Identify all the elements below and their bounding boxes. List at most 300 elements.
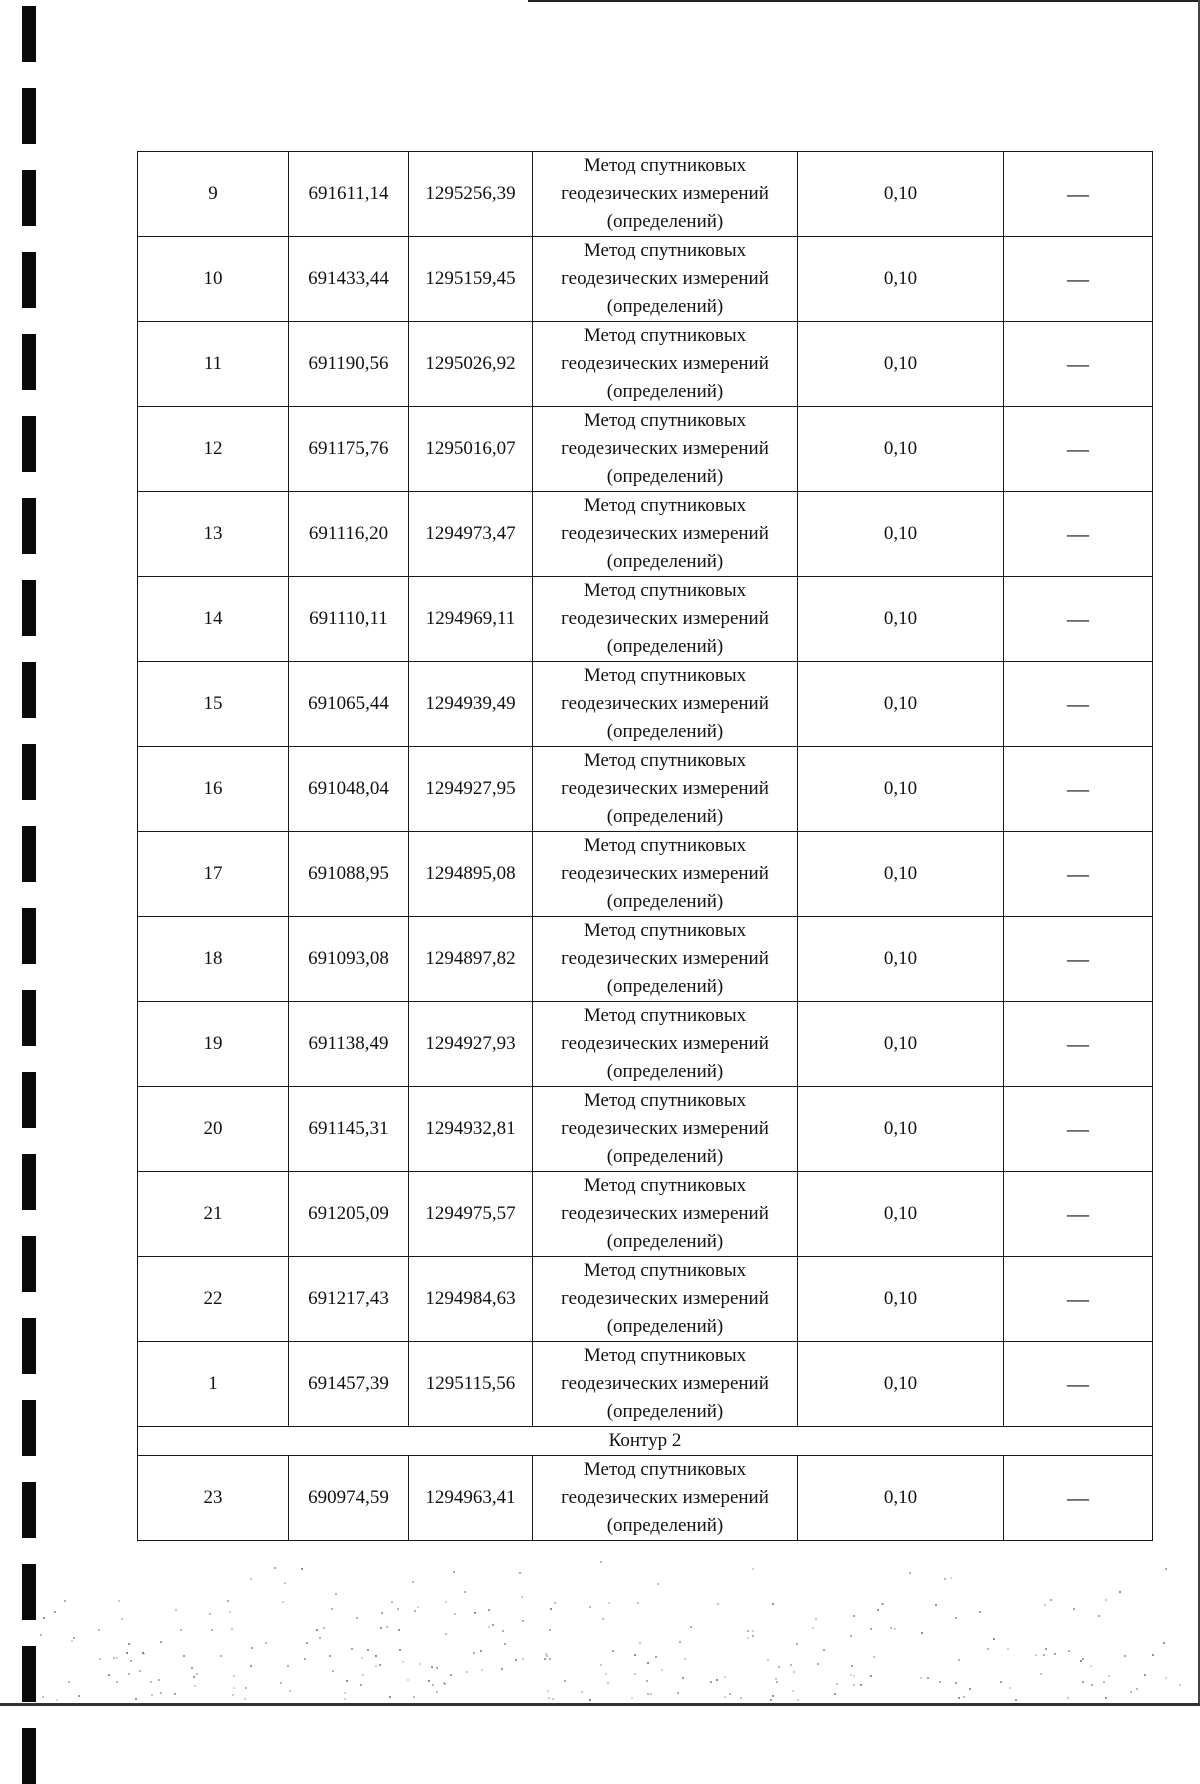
scan-speckle — [274, 1567, 276, 1569]
scan-speckle — [450, 1674, 452, 1676]
scan-speckle — [417, 1606, 419, 1608]
scan-speckle — [548, 1697, 550, 1699]
scan-speckle — [245, 1687, 247, 1689]
table-row — [138, 1456, 1153, 1541]
scan-speckle — [130, 1660, 132, 1662]
scan-speckle — [344, 1698, 346, 1700]
note-cell: — — [1004, 1087, 1153, 1172]
scan-speckle — [174, 1693, 176, 1695]
scan-speckle — [747, 1637, 749, 1639]
scan-speckle — [612, 1650, 614, 1652]
coordinate-y-cell: 1294963,41 — [409, 1456, 533, 1541]
binding-mark — [22, 1728, 36, 1784]
method-cell — [533, 917, 798, 1002]
scan-speckle — [250, 1578, 252, 1580]
scan-speckle — [233, 1687, 235, 1689]
scan-speckle — [304, 1658, 306, 1660]
scan-speckle — [716, 1679, 718, 1681]
scan-speckle — [504, 1643, 506, 1645]
method-line: геодезических измерений — [561, 523, 769, 544]
coordinate-x-cell: 691088,95 — [289, 832, 409, 917]
scan-speckle — [796, 1643, 798, 1645]
precision-cell: 0,10 — [798, 1342, 1004, 1427]
method-line: (определений) — [606, 211, 724, 232]
precision-cell: 0,10 — [798, 152, 1004, 237]
scan-speckle — [361, 1657, 363, 1659]
method-line: геодезических измерений — [561, 438, 769, 459]
scan-speckle — [1152, 1654, 1154, 1656]
coordinate-x-cell: 691175,76 — [289, 407, 409, 492]
scan-speckle — [1082, 1681, 1084, 1683]
note-cell: — — [1004, 492, 1153, 577]
method-line: геодезических измерений — [561, 1288, 769, 1309]
coordinate-y-cell: 1294984,63 — [409, 1257, 533, 1342]
scan-speckle — [481, 1669, 483, 1671]
scan-speckle — [515, 1659, 517, 1661]
method-line: Метод спутниковых — [583, 920, 747, 941]
binding-mark — [22, 498, 36, 554]
scan-speckle — [602, 1618, 604, 1620]
scan-speckle — [180, 1629, 182, 1631]
scan-speckle — [634, 1673, 636, 1675]
method-line: Метод спутниковых — [583, 495, 747, 516]
scan-speckle — [955, 1617, 957, 1619]
point-number-cell: 16 — [138, 747, 289, 832]
scan-speckle — [250, 1665, 252, 1667]
binding-mark — [22, 252, 36, 308]
scan-speckle — [1098, 1615, 1100, 1617]
method-line: (определений) — [606, 1061, 724, 1082]
scan-speckle — [1054, 1653, 1056, 1655]
precision-cell: 0,10 — [798, 237, 1004, 322]
scan-speckle — [428, 1680, 430, 1682]
scan-speckle — [710, 1681, 712, 1683]
scan-speckle — [740, 1697, 742, 1699]
point-number-cell: 9 — [138, 152, 289, 237]
scan-speckle — [1040, 1673, 1042, 1675]
scan-speckle — [332, 1670, 334, 1672]
note-cell: — — [1004, 237, 1153, 322]
scan-speckle — [113, 1657, 115, 1659]
scan-speckle — [68, 1681, 70, 1683]
coordinate-x-cell: 691048,04 — [289, 747, 409, 832]
method-cell — [533, 152, 798, 237]
scan-speckle — [1080, 1660, 1082, 1662]
note-cell: — — [1004, 1456, 1153, 1541]
scan-speckle — [265, 1642, 267, 1644]
scan-speckle — [1050, 1599, 1052, 1601]
precision-cell: 0,10 — [798, 917, 1004, 1002]
scan-speckle — [1015, 1699, 1017, 1701]
scan-speckle — [639, 1642, 641, 1644]
method-line: геодезических измерений — [561, 863, 769, 884]
binding-mark — [22, 1482, 36, 1538]
scan-speckle — [812, 1627, 814, 1629]
scan-speckle — [407, 1679, 409, 1681]
scan-speckle — [772, 1695, 774, 1697]
table-row — [138, 917, 1153, 1002]
scan-speckle — [881, 1603, 883, 1605]
coordinate-y-cell: 1294932,81 — [409, 1087, 533, 1172]
scan-speckle — [501, 1668, 503, 1670]
scan-speckle — [790, 1664, 792, 1666]
scan-speckle — [151, 1694, 153, 1696]
scan-speckle — [793, 1671, 795, 1673]
method-line: (определений) — [606, 1231, 724, 1252]
scan-speckle — [360, 1684, 362, 1686]
scan-speckle — [850, 1635, 852, 1637]
binding-mark — [22, 662, 36, 718]
scan-speckle — [346, 1680, 348, 1682]
scan-speckle — [399, 1649, 401, 1651]
scan-speckle — [679, 1641, 681, 1643]
scan-speckle — [1124, 1655, 1126, 1657]
coordinate-x-cell: 691457,39 — [289, 1342, 409, 1427]
coordinate-y-cell: 1294975,57 — [409, 1172, 533, 1257]
table-row — [138, 1172, 1153, 1257]
method-line: геодезических измерений — [561, 1373, 769, 1394]
point-number-cell: 18 — [138, 917, 289, 1002]
binding-mark — [22, 1646, 36, 1702]
coordinate-y-cell: 1294895,08 — [409, 832, 533, 917]
coordinate-y-cell: 1294969,11 — [409, 577, 533, 662]
scan-speckle — [227, 1600, 229, 1602]
point-number-cell: 13 — [138, 492, 289, 577]
coordinate-x-cell: 691145,31 — [289, 1087, 409, 1172]
method-cell — [533, 1002, 798, 1087]
scan-speckle — [402, 1661, 404, 1663]
scan-top-rule — [528, 0, 1200, 2]
binding-mark — [22, 1236, 36, 1292]
table-row — [138, 662, 1153, 747]
scan-speckle — [817, 1663, 819, 1665]
scan-speckle — [473, 1652, 475, 1654]
scan-speckle — [196, 1673, 198, 1675]
binding-mark — [22, 1564, 36, 1620]
precision-cell: 0,10 — [798, 662, 1004, 747]
scan-speckle — [877, 1609, 879, 1611]
scan-speckle — [335, 1593, 337, 1595]
scan-speckle — [54, 1611, 56, 1613]
scan-speckle — [836, 1683, 838, 1685]
coordinate-y-cell: 1295115,56 — [409, 1342, 533, 1427]
scan-speckle — [870, 1675, 872, 1677]
scan-speckle — [251, 1647, 253, 1649]
point-number-cell: 23 — [138, 1456, 289, 1541]
scan-speckle — [160, 1641, 162, 1643]
scan-speckle — [724, 1696, 726, 1698]
scan-speckle — [464, 1591, 466, 1593]
scan-speckle — [564, 1680, 566, 1682]
scan-speckle — [589, 1699, 591, 1701]
scan-speckle — [944, 1578, 946, 1580]
point-number-cell: 22 — [138, 1257, 289, 1342]
scan-speckle — [1179, 1684, 1181, 1686]
coordinates-table — [137, 151, 1153, 1541]
scan-speckle — [351, 1648, 353, 1650]
scan-speckle — [412, 1581, 414, 1583]
scan-speckle — [398, 1629, 400, 1631]
table-row — [138, 1257, 1153, 1342]
scan-speckle — [492, 1624, 494, 1626]
scan-speckle — [1067, 1697, 1069, 1699]
point-number-cell: 20 — [138, 1087, 289, 1172]
scan-speckle — [677, 1692, 679, 1694]
scan-speckle — [443, 1682, 445, 1684]
scan-speckle — [775, 1678, 777, 1680]
scan-speckle — [160, 1692, 162, 1694]
scan-speckle — [600, 1664, 602, 1666]
binding-mark — [22, 334, 36, 390]
scan-noise — [40, 1560, 1200, 1706]
method-line: геодезических измерений — [561, 693, 769, 714]
coordinate-x-cell: 691093,08 — [289, 917, 409, 1002]
scan-speckle — [851, 1665, 853, 1667]
method-cell — [533, 322, 798, 407]
scan-speckle — [108, 1674, 110, 1676]
scan-speckle — [607, 1682, 609, 1684]
scan-speckle — [379, 1664, 381, 1666]
scan-speckle — [301, 1568, 303, 1570]
note-cell: — — [1004, 832, 1153, 917]
scan-speckle — [792, 1690, 794, 1692]
precision-cell: 0,10 — [798, 1087, 1004, 1172]
coordinate-y-cell: 1294897,82 — [409, 917, 533, 1002]
scan-speckle — [544, 1658, 546, 1660]
scan-speckle — [391, 1601, 393, 1603]
note-cell: — — [1004, 747, 1153, 832]
scan-speckle — [890, 1627, 892, 1629]
method-line: Метод спутниковых — [583, 1090, 747, 1111]
scan-speckle — [389, 1696, 391, 1698]
binding-mark — [22, 744, 36, 800]
method-line: геодезических измерений — [561, 353, 769, 374]
note-cell: — — [1004, 1172, 1153, 1257]
scan-speckle — [717, 1603, 719, 1605]
method-line: (определений) — [606, 721, 724, 742]
binding-mark — [22, 6, 36, 62]
contour-label: Контур 2 — [138, 1427, 1153, 1456]
note-cell: — — [1004, 407, 1153, 492]
coordinate-x-cell: 690974,59 — [289, 1456, 409, 1541]
scan-speckle — [752, 1635, 754, 1637]
method-line: (определений) — [606, 551, 724, 572]
scan-speckle — [729, 1693, 731, 1695]
scan-speckle — [488, 1626, 490, 1628]
method-line: геодезических измерений — [561, 608, 769, 629]
method-cell — [533, 1456, 798, 1541]
binding-mark — [22, 416, 36, 472]
scan-speckle — [453, 1571, 455, 1573]
scan-speckle — [552, 1698, 554, 1700]
scan-speckle — [646, 1680, 648, 1682]
scan-speckle — [474, 1612, 476, 1614]
scan-speckle — [135, 1698, 137, 1700]
note-cell: — — [1004, 1342, 1153, 1427]
scan-speckle — [386, 1626, 388, 1628]
scan-speckle — [1105, 1697, 1107, 1699]
scan-speckle — [834, 1693, 836, 1695]
scan-speckle — [522, 1658, 524, 1660]
table-row — [138, 1342, 1153, 1427]
scan-speckle — [1130, 1691, 1132, 1693]
method-line: (определений) — [606, 466, 724, 487]
coordinate-y-cell: 1295256,39 — [409, 152, 533, 237]
scan-speckle — [549, 1629, 551, 1631]
scan-speckle — [1136, 1688, 1138, 1690]
point-number-cell: 17 — [138, 832, 289, 917]
scan-speckle — [600, 1561, 602, 1563]
binding-marks — [22, 0, 38, 1706]
scan-speckle — [1091, 1684, 1093, 1686]
scan-speckle — [116, 1681, 118, 1683]
scan-speckle — [1165, 1568, 1167, 1570]
point-number-cell: 1 — [138, 1342, 289, 1427]
scan-speckle — [1108, 1675, 1110, 1677]
precision-cell: 0,10 — [798, 832, 1004, 917]
method-line: Метод спутниковых — [583, 325, 747, 346]
note-cell: — — [1004, 1002, 1153, 1087]
precision-cell: 0,10 — [798, 322, 1004, 407]
coordinate-x-cell: 691110,11 — [289, 577, 409, 662]
method-line: Метод спутниковых — [583, 1459, 747, 1480]
scan-speckle — [767, 1659, 769, 1661]
scan-speckle — [724, 1676, 726, 1678]
table-row — [138, 747, 1153, 832]
scan-speckle — [289, 1690, 291, 1692]
coordinate-y-cell: 1295026,92 — [409, 322, 533, 407]
method-line: Метод спутниковых — [583, 155, 747, 176]
scan-speckle — [823, 1649, 825, 1651]
scan-speckle — [979, 1611, 981, 1613]
coordinate-x-cell: 691217,43 — [289, 1257, 409, 1342]
scan-speckle — [78, 1695, 80, 1697]
scan-speckle — [432, 1684, 434, 1686]
point-number-cell: 19 — [138, 1002, 289, 1087]
scan-speckle — [752, 1630, 754, 1632]
method-line: Метод спутниковых — [583, 1005, 747, 1026]
scan-speckle — [381, 1612, 383, 1614]
scan-speckle — [306, 1642, 308, 1644]
point-number-cell: 11 — [138, 322, 289, 407]
table-row — [138, 152, 1153, 237]
method-line: (определений) — [606, 381, 724, 402]
scan-speckle — [118, 1600, 120, 1602]
scan-speckle — [661, 1669, 663, 1671]
scan-speckle — [128, 1673, 130, 1675]
method-line: Метод спутниковых — [583, 580, 747, 601]
method-cell — [533, 1342, 798, 1427]
scan-speckle — [194, 1685, 196, 1687]
scan-speckle — [319, 1637, 321, 1639]
scan-speckle — [419, 1663, 421, 1665]
coordinate-y-cell: 1294927,93 — [409, 1002, 533, 1087]
scan-speckle — [380, 1627, 382, 1629]
scan-speckle — [958, 1659, 960, 1661]
scan-speckle — [657, 1583, 659, 1585]
method-line: геодезических измерений — [561, 268, 769, 289]
scan-speckle — [73, 1637, 75, 1639]
scan-speckle — [909, 1572, 911, 1574]
method-line: Метод спутниковых — [583, 1260, 747, 1281]
scan-speckle — [1035, 1654, 1037, 1656]
binding-mark — [22, 1400, 36, 1456]
scan-speckle — [870, 1628, 872, 1630]
scan-speckle — [1144, 1674, 1146, 1676]
method-line: Метод спутниковых — [583, 1175, 747, 1196]
coordinate-y-cell: 1294973,47 — [409, 492, 533, 577]
point-number-cell: 14 — [138, 577, 289, 662]
binding-mark — [22, 826, 36, 882]
note-cell: — — [1004, 577, 1153, 662]
table-row — [138, 832, 1153, 917]
scan-speckle — [121, 1618, 123, 1620]
coordinate-x-cell: 691190,56 — [289, 322, 409, 407]
scan-speckle — [1105, 1599, 1107, 1601]
scan-speckle — [955, 1682, 957, 1684]
scan-speckle — [921, 1632, 923, 1634]
scan-speckle — [1045, 1648, 1047, 1650]
scan-speckle — [282, 1601, 284, 1603]
method-line: Метод спутниковых — [583, 240, 747, 261]
scan-speckle — [116, 1657, 118, 1659]
scan-speckle — [413, 1696, 415, 1698]
scan-speckle — [375, 1655, 377, 1657]
coordinate-x-cell: 691138,49 — [289, 1002, 409, 1087]
scan-speckle — [244, 1698, 246, 1700]
scan-speckle — [367, 1649, 369, 1651]
method-line: Метод спутниковых — [583, 410, 747, 431]
scan-speckle — [958, 1697, 960, 1699]
method-line: (определений) — [606, 1146, 724, 1167]
scan-speckle — [550, 1608, 552, 1610]
scan-speckle — [40, 1634, 42, 1636]
method-cell — [533, 1257, 798, 1342]
scan-speckle — [1073, 1608, 1075, 1610]
scan-speckle — [436, 1691, 438, 1693]
scan-speckle — [589, 1606, 591, 1608]
scan-speckle — [98, 1629, 100, 1631]
method-line: геодезических измерений — [561, 1487, 769, 1508]
binding-mark — [22, 1154, 36, 1210]
scan-speckle — [220, 1655, 222, 1657]
method-line: геодезических измерений — [561, 1118, 769, 1139]
scan-speckle — [142, 1652, 144, 1654]
binding-mark — [22, 1318, 36, 1374]
note-cell: — — [1004, 152, 1153, 237]
method-line: геодезических измерений — [561, 1033, 769, 1054]
scan-speckle — [549, 1658, 551, 1660]
scan-speckle — [128, 1643, 130, 1645]
scan-speckle — [690, 1626, 692, 1628]
scan-speckle — [502, 1630, 504, 1632]
scan-speckle — [436, 1667, 438, 1669]
scan-speckle — [637, 1602, 639, 1604]
scan-speckle — [356, 1617, 358, 1619]
scan-speckle — [231, 1628, 233, 1630]
method-line: (определений) — [606, 296, 724, 317]
scan-speckle — [650, 1693, 652, 1695]
scan-speckle — [1165, 1677, 1167, 1679]
coordinate-y-cell: 1294939,49 — [409, 662, 533, 747]
scan-speckle — [797, 1699, 799, 1701]
scan-speckle — [605, 1673, 607, 1675]
scan-speckle — [770, 1699, 772, 1701]
method-cell — [533, 662, 798, 747]
coordinate-x-cell: 691433,44 — [289, 237, 409, 322]
scan-speckle — [776, 1681, 778, 1683]
scan-speckle — [815, 1618, 817, 1620]
